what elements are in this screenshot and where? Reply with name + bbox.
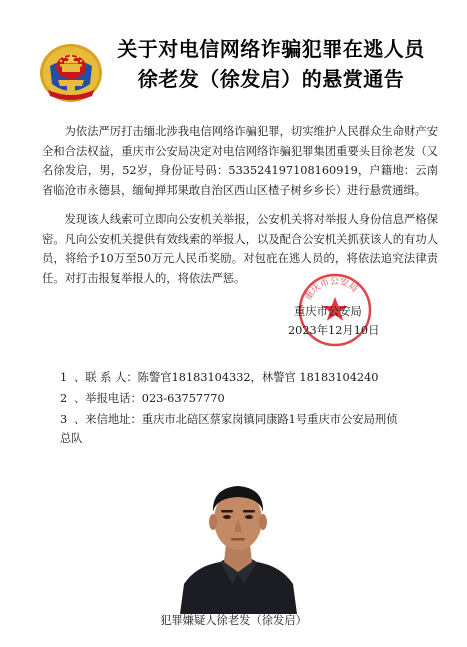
address-continuation: 总队	[60, 432, 83, 445]
body-paragraph-2	[42, 210, 438, 288]
title-line-2: 徐老发（徐发启）的悬赏通告	[137, 67, 405, 91]
contact-label: 、联 系 人：	[74, 371, 138, 384]
police-emblem-icon	[38, 40, 104, 104]
title-line-1: 关于对电信网络诈骗犯罪在逃人员	[117, 37, 425, 61]
photo-caption: 犯罪嫌疑人徐老发（徐发启）	[160, 614, 307, 627]
contact-number: 2	[60, 392, 68, 405]
contact-value: 陈警官18183104332，林警官 18183104240	[137, 371, 379, 384]
contact-value: 023-63757770	[141, 392, 225, 405]
contact-number: 3	[60, 413, 68, 426]
contact-value: 重庆市北碚区蔡家岗镇同康路1号重庆市公安局刑侦	[141, 413, 398, 426]
contact-label: 、举报电话：	[74, 392, 142, 405]
signing-date: 2023年12月10日	[288, 324, 380, 337]
paragraph-1-text: 为依法严厉打击缅北涉我电信网络诈骗犯罪，切实维护人民群众生命财产安全和合法权益，重庆市公安局决定对电信网络诈骗犯罪集团重要头目徐老发（又名徐发启，男，52岁，身份证号码：533524197108160919，户籍地：云南省临沧市永德县，缅甸掸邦果敢自治区西山区楂子树乡乡长）进行悬赏通缉。	[42, 125, 438, 197]
contact-label: 、来信地址：	[74, 413, 142, 426]
suspect-photo	[176, 466, 301, 614]
notice-title	[106, 34, 436, 94]
notice-header	[0, 14, 467, 110]
suspect-portrait-image	[176, 466, 301, 614]
body-paragraph-1	[42, 122, 438, 200]
contact-number: 1	[60, 371, 68, 384]
contact-list	[60, 367, 440, 430]
contact-item-address	[60, 409, 440, 430]
contact-item-phone	[60, 388, 440, 409]
paragraph-2-text: 发现该人线索可立即向公安机关举报，公安机关将对举报人身份信息严格保密。凡向公安机关提供有效线索的举报人，以及配合公安机关抓获该人的有功人员，将给予10万至50万元人民币奖励。对包庇在逃人员的，将依法追究法律责任。对打击报复举报人的，将依法严惩。	[42, 213, 438, 285]
stamp-text: 重庆市公安局	[303, 276, 360, 303]
contact-item-person	[60, 367, 440, 388]
signing-organization: 重庆市公安局	[294, 305, 362, 318]
